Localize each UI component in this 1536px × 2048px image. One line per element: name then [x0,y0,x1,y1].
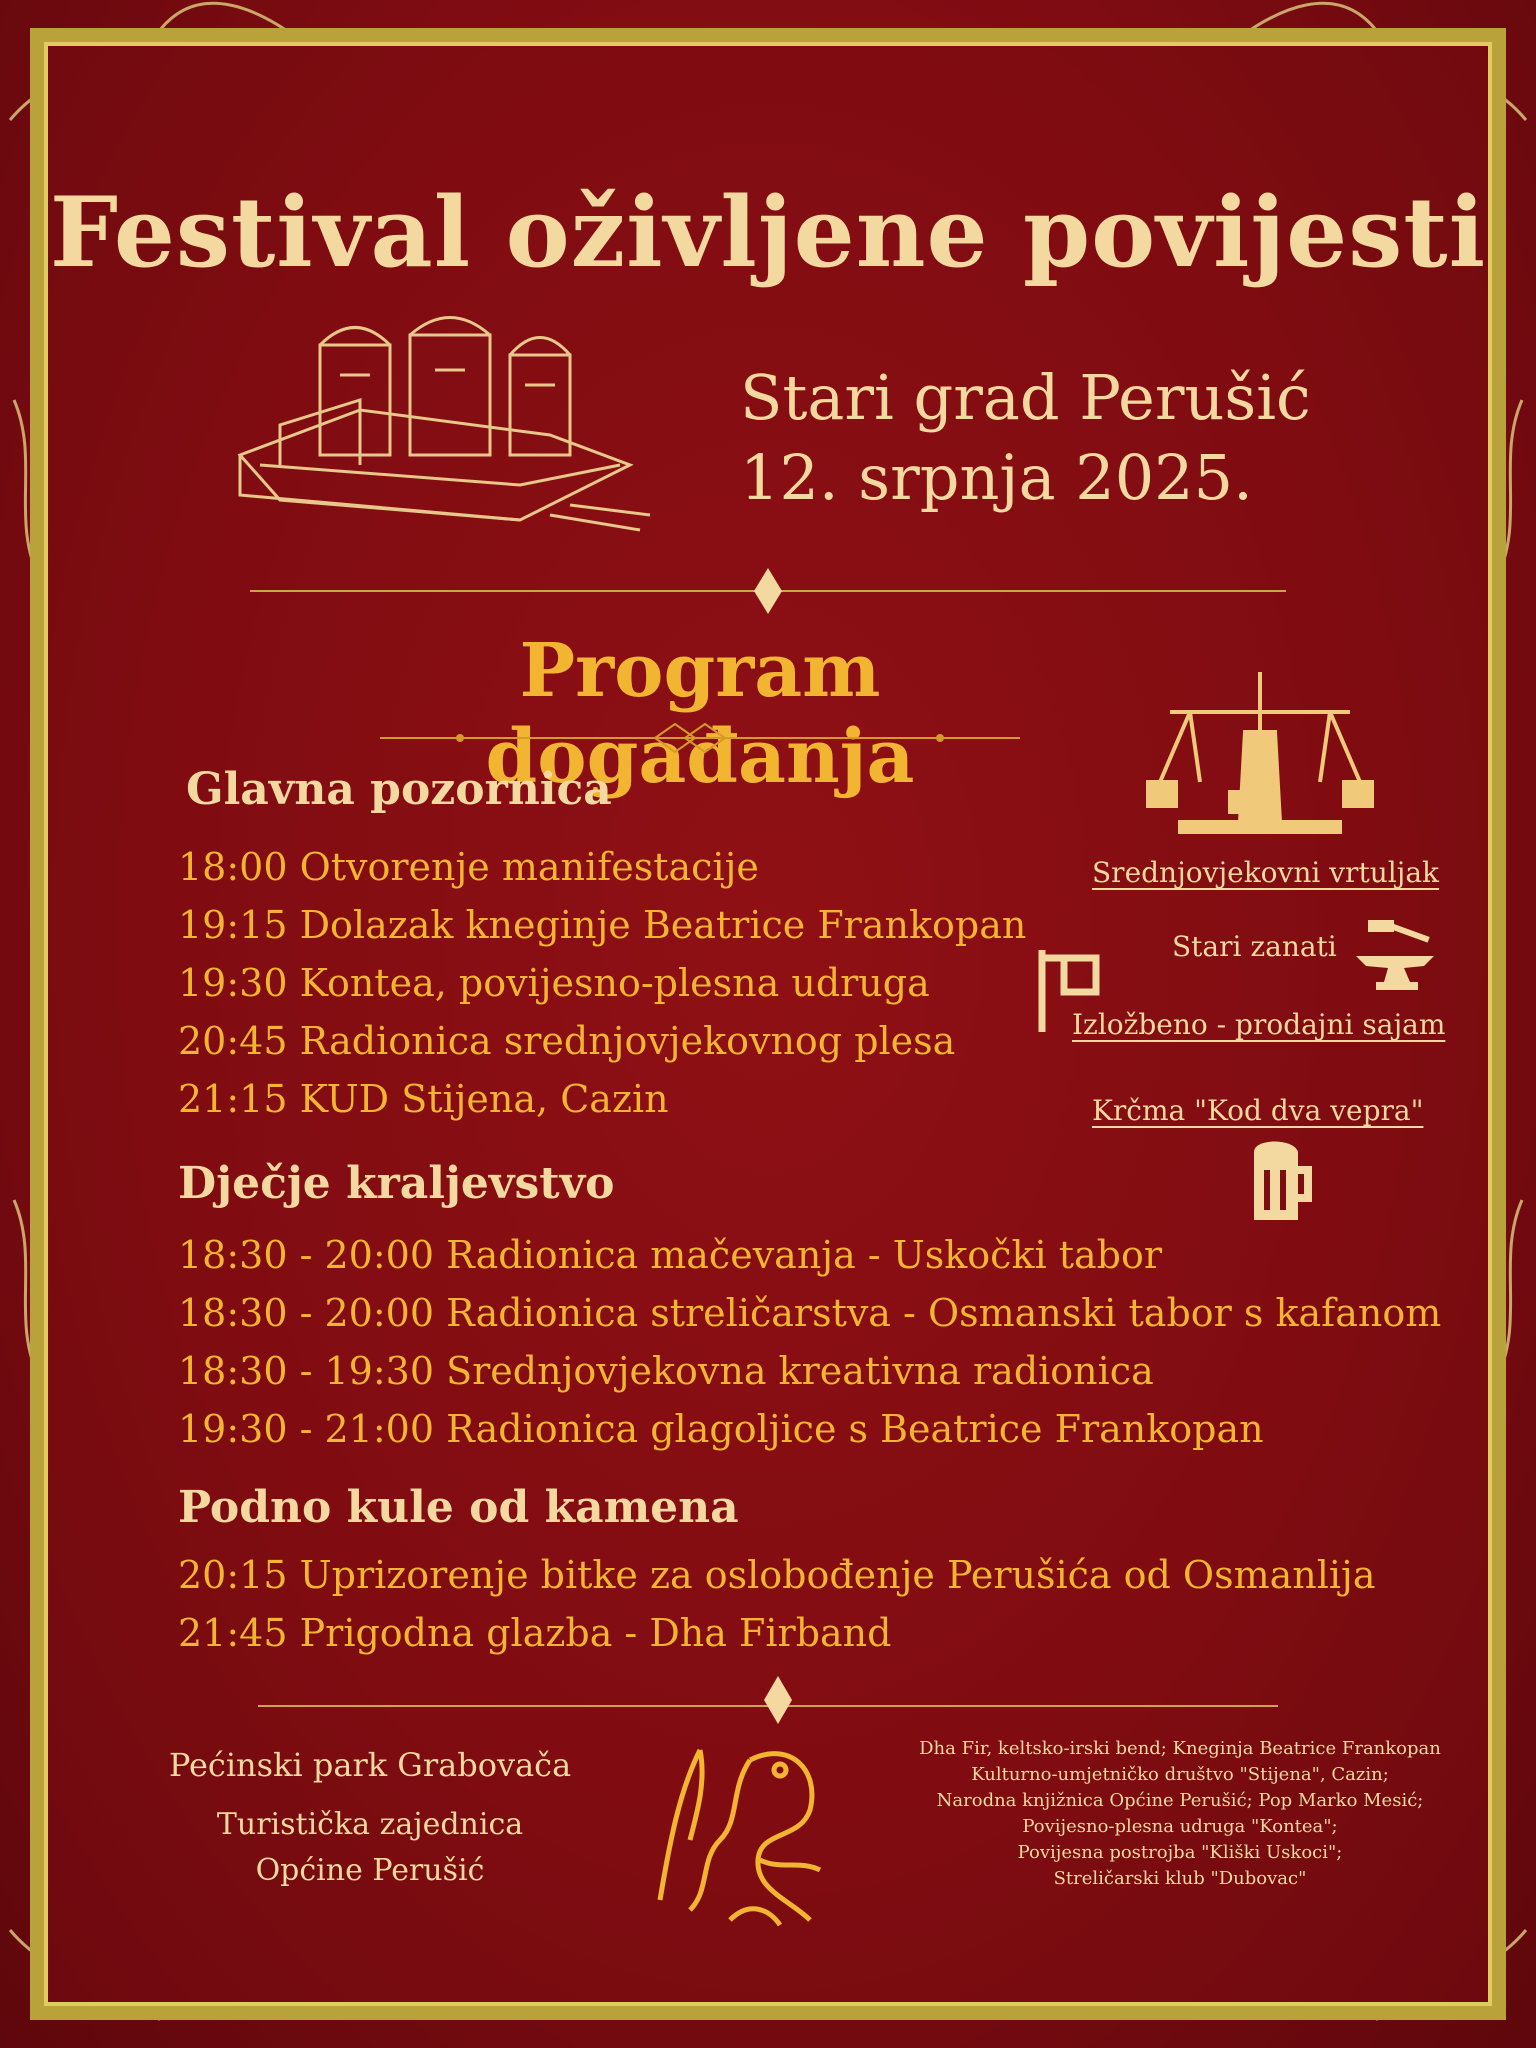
section-title-main-stage: Glavna pozornica [186,764,612,815]
list-item: 20:15 Uprizorenje bitke za oslobođenje Perušića od Osmanlija [178,1553,1376,1597]
credits-list [900,1736,1460,1892]
organizer-line: Turistička zajednica [216,1807,524,1842]
list-item: 18:30 - 19:30 Srednjovjekovna kreativna radionica [178,1349,1154,1393]
tavern-label: Krčma "Kod dva vepra" [1092,1094,1424,1127]
carousel-icon [1150,672,1370,848]
list-item: 21:45 Prigodna glazba - Dha Firband [178,1611,892,1655]
event-date: 12. srpnja 2025. [740,441,1253,514]
crafts-label: Stari zanati [1172,930,1337,963]
organizer-line: Pećinski park Grabovača [168,1746,572,1784]
fair-label: Izložbeno - prodajni sajam [1072,1008,1446,1041]
stone-tower-list [178,1546,1375,1662]
list-item: 19:15 Dolazak kneginje Beatrice Frankopan [178,903,1027,947]
bottom-divider [258,1670,1278,1726]
event-subtitle [740,358,1311,518]
program-heading: Program događanja [485,628,915,800]
heraldic-lion-icon [640,1730,840,1930]
credit-line: Kulturno-umjetničko društvo "Stijena", Cazin; [971,1764,1389,1785]
credit-line: Narodna knjižnica Općine Perušić; Pop Marko Mesić; [936,1790,1424,1811]
event-location: Stari grad Perušić [740,361,1311,434]
organizers-left [160,1742,580,1894]
list-item: 20:45 Radionica srednjovjekovnog plesa [178,1019,956,1063]
main-stage-list [178,838,1026,1128]
top-divider [250,566,1286,616]
anvil-hammer-icon [1354,916,1438,992]
credit-line: Dha Fir, keltsko-irski bend; Kneginja Beatrice Frankopan [919,1738,1441,1759]
list-item: 18:30 - 20:00 Radionica streličarstva - Osmanski tabor s kafanom [178,1291,1442,1335]
organizer-line: Općine Perušić [255,1853,485,1888]
kids-kingdom-list [178,1226,1441,1458]
list-item: 19:30 - 21:00 Radionica glagoljice s Beatrice Frankopan [178,1407,1264,1451]
carousel-label: Srednjovjekovni vrtuljak [1092,856,1440,889]
list-item: 21:15 KUD Stijena, Cazin [178,1077,669,1121]
beer-mug-icon [1250,1140,1316,1226]
heading-underline [380,718,1020,758]
list-item: 18:00 Otvorenje manifestacije [178,845,759,889]
section-title-kids-kingdom: Dječje kraljevstvo [178,1158,615,1209]
festival-title: Festival oživljene povijesti [49,176,1487,289]
credit-line: Povijesno-plesna udruga "Kontea"; [1022,1816,1338,1837]
credit-line: Povijesna postrojba "Kliški Uskoci"; [1017,1842,1343,1863]
castle-drawing-icon [220,315,650,540]
section-title-stone-tower: Podno kule od kamena [178,1482,739,1533]
list-item: 18:30 - 20:00 Radionica mačevanja - Uskočki tabor [178,1233,1162,1277]
list-item: 19:30 Kontea, povijesno-plesna udruga [178,961,930,1005]
credit-line: Streličarski klub "Dubovac" [1053,1868,1307,1889]
